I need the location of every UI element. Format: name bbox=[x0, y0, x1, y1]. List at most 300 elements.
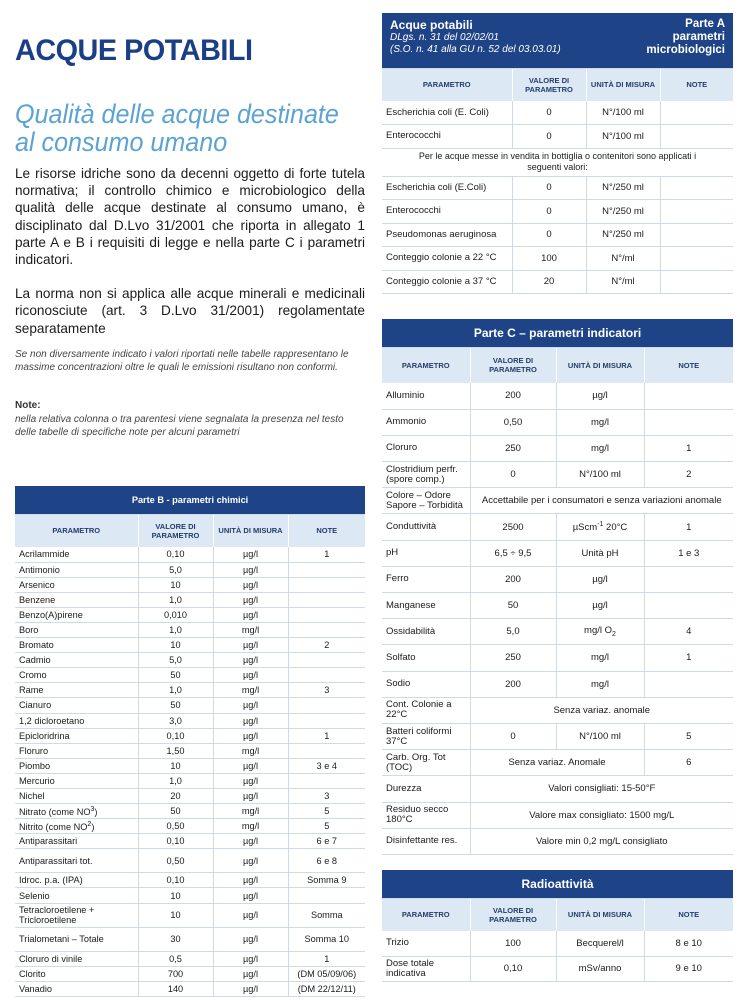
param-cell bbox=[15, 758, 138, 773]
unit-text: N°/250 ml bbox=[602, 205, 644, 217]
note-cell bbox=[660, 270, 733, 294]
note-cell bbox=[288, 743, 365, 758]
value-cell: 140 bbox=[138, 981, 213, 996]
table-row bbox=[15, 758, 365, 773]
value-cell: 2500 bbox=[470, 514, 556, 540]
param-cell bbox=[382, 931, 470, 956]
parte-a-title: Acque potabili bbox=[390, 18, 473, 32]
table-row bbox=[382, 383, 733, 409]
note-cell: 5 bbox=[288, 804, 365, 819]
note-cell: 5 bbox=[288, 819, 365, 834]
unit-cell bbox=[213, 981, 288, 996]
table-row bbox=[382, 619, 733, 645]
value-cell: 0,5 bbox=[138, 951, 213, 966]
param-cell bbox=[382, 593, 470, 619]
param-name: Escherichia coli (E.Coli) bbox=[386, 181, 487, 193]
value-cell: 20 bbox=[138, 789, 213, 804]
note-cell bbox=[288, 653, 365, 668]
unit-post: 20°C bbox=[603, 522, 628, 534]
unit-text: µg/l bbox=[243, 775, 258, 786]
col-header-valore: VALORE DI PARAMETRO bbox=[470, 347, 556, 383]
param-cell bbox=[15, 577, 138, 592]
value-cell: 1,0 bbox=[138, 773, 213, 788]
unit-text: N°/250 ml bbox=[602, 229, 644, 241]
value-cell: 0 bbox=[512, 200, 586, 224]
value-cell: 0,10 bbox=[138, 728, 213, 743]
table-row bbox=[15, 743, 365, 758]
note-cell: 1 bbox=[288, 951, 365, 966]
table-row bbox=[382, 270, 733, 294]
bottle-note: Per le acque messe in vendita in bottiglia o contenitori sono applicati i seguenti valori: bbox=[382, 148, 733, 176]
param-cell bbox=[15, 653, 138, 668]
parte-a-label-2: parametri bbox=[672, 31, 725, 43]
value-cell: 5,0 bbox=[470, 619, 556, 645]
param-cell bbox=[382, 383, 470, 409]
note-cell bbox=[288, 773, 365, 788]
param-cell bbox=[15, 873, 138, 888]
param-cell bbox=[15, 888, 138, 903]
unit-cell bbox=[213, 888, 288, 903]
col-header-valore: VALORE DI PARAMETRO bbox=[470, 898, 556, 931]
table-row bbox=[382, 101, 733, 125]
note-cell bbox=[288, 668, 365, 683]
unit-cell bbox=[213, 927, 288, 951]
param-cell bbox=[382, 956, 470, 981]
unit-cell bbox=[213, 903, 288, 927]
param-name: Disinfettante res. bbox=[386, 835, 458, 847]
table-row bbox=[382, 514, 733, 540]
value-cell: 0 bbox=[512, 176, 586, 200]
param-name: Nitrito (come NO bbox=[19, 822, 88, 833]
param-cell bbox=[382, 828, 470, 854]
param-cell bbox=[15, 773, 138, 788]
param-name: Sodio bbox=[386, 678, 411, 690]
unit-cell bbox=[556, 645, 644, 671]
unit-cell bbox=[213, 653, 288, 668]
note-cell: 6 bbox=[644, 750, 733, 776]
value-cell: 0 bbox=[512, 101, 586, 125]
value-cell: 0,10 bbox=[138, 547, 213, 562]
value-cell: 0,50 bbox=[470, 409, 556, 435]
unit-cell bbox=[556, 619, 644, 645]
table-row bbox=[382, 488, 733, 514]
param-cell bbox=[382, 101, 512, 125]
param-cell bbox=[382, 776, 470, 802]
parte-a-label-3: microbiologici bbox=[646, 44, 725, 56]
note-cell bbox=[644, 383, 733, 409]
param-cell bbox=[382, 566, 470, 592]
unit-text: µg/l bbox=[592, 573, 608, 585]
table-row bbox=[382, 956, 733, 981]
unit-cell bbox=[586, 223, 660, 247]
table-row bbox=[382, 223, 733, 247]
note-cell: Somma 10 bbox=[288, 927, 365, 951]
param-cell bbox=[15, 743, 138, 758]
unit-cell bbox=[213, 743, 288, 758]
value-cell: 250 bbox=[470, 435, 556, 461]
note-cell: 3 e 4 bbox=[288, 758, 365, 773]
table-row bbox=[382, 750, 733, 776]
unit-cell bbox=[586, 125, 660, 149]
unit-text: µg/l bbox=[243, 594, 258, 605]
param-sup: 3 bbox=[90, 806, 95, 814]
value-cell: 250 bbox=[470, 645, 556, 671]
table-row bbox=[15, 804, 365, 819]
note-cell bbox=[288, 562, 365, 577]
param-name: Solfato bbox=[386, 651, 416, 663]
unit-text: µg/l bbox=[243, 670, 258, 681]
param-name: Batteri coliformi 37°C bbox=[386, 725, 452, 747]
param-name: Acrilammide bbox=[19, 549, 70, 560]
param-cell bbox=[382, 697, 470, 723]
note-cell: 2 bbox=[644, 462, 733, 488]
param-name: Cianuro bbox=[19, 700, 52, 711]
param-name: 1,2 dicloroetano bbox=[19, 715, 85, 726]
unit-text: µg/l bbox=[243, 655, 258, 666]
note-cell bbox=[288, 622, 365, 637]
unit-cell bbox=[586, 101, 660, 125]
note-cell: (DM 22/12/11) bbox=[288, 981, 365, 996]
param-name: Alluminio bbox=[386, 389, 425, 401]
table-row bbox=[382, 200, 733, 224]
param-cell bbox=[15, 638, 138, 653]
value-cell: 0 bbox=[512, 125, 586, 149]
note-cell: 1 bbox=[644, 514, 733, 540]
value-cell: 0,50 bbox=[138, 819, 213, 834]
unit-text: µg/l bbox=[243, 875, 258, 886]
param-name: Pseudomonas aeruginosa bbox=[386, 228, 497, 240]
note-cell bbox=[288, 592, 365, 607]
unit-text: N°/100 ml bbox=[579, 469, 621, 481]
unit-cell bbox=[213, 547, 288, 562]
table-row bbox=[382, 645, 733, 671]
value-cell: 200 bbox=[470, 383, 556, 409]
unit-text: N°/ml bbox=[611, 276, 635, 288]
unit-cell bbox=[556, 593, 644, 619]
param-cell bbox=[15, 819, 138, 834]
unit-text: N°/100 ml bbox=[602, 107, 644, 118]
param-cell bbox=[15, 728, 138, 743]
table-row bbox=[15, 951, 365, 966]
col-header-valore: VALORE DI PARAMETRO bbox=[138, 514, 213, 547]
unit-cell bbox=[213, 819, 288, 834]
param-name: Antiparassitari tot. bbox=[19, 855, 93, 866]
param-cell bbox=[15, 668, 138, 683]
table-row bbox=[382, 125, 733, 149]
param-name: Piombo bbox=[19, 760, 51, 771]
note-cell: 1 bbox=[644, 435, 733, 461]
unit-cell bbox=[213, 951, 288, 966]
span-cell: Valore min 0,2 mg/L consigliato bbox=[470, 828, 733, 854]
table-row bbox=[15, 562, 365, 577]
table-row bbox=[15, 607, 365, 622]
table-radioattivita bbox=[382, 870, 733, 982]
unit-cell bbox=[213, 789, 288, 804]
table-row bbox=[15, 622, 365, 637]
note-cell bbox=[660, 176, 733, 200]
note-cell bbox=[660, 125, 733, 149]
note-cell: 3 bbox=[288, 789, 365, 804]
unit-text: N°/100 ml bbox=[602, 130, 644, 142]
col-header-unita: UNITÀ DI MISURA bbox=[556, 347, 644, 383]
param-cell bbox=[15, 981, 138, 996]
unit-text: µg/l bbox=[243, 700, 258, 711]
unit-cell bbox=[213, 773, 288, 788]
param-name: Cloruro bbox=[386, 442, 418, 454]
unit-cell bbox=[213, 683, 288, 698]
param-name: Trizio bbox=[386, 937, 409, 949]
unit-cell bbox=[213, 577, 288, 592]
value-cell: 1,0 bbox=[138, 683, 213, 698]
value-cell: 0,010 bbox=[138, 607, 213, 622]
value-cell: 10 bbox=[138, 903, 213, 927]
value-cell: 10 bbox=[138, 888, 213, 903]
unit-cell bbox=[556, 462, 644, 488]
table-row bbox=[15, 888, 365, 903]
param-cell bbox=[15, 966, 138, 981]
param-cell bbox=[382, 671, 470, 697]
span-cell: Senza variaz. Anomale bbox=[470, 750, 644, 776]
span-cell: Senza variaz. anomale bbox=[470, 697, 733, 723]
table-row bbox=[15, 683, 365, 698]
unit-cell bbox=[213, 849, 288, 873]
unit-text: mg/l bbox=[241, 625, 260, 636]
unit-text: mg/l bbox=[591, 678, 609, 690]
param-cell bbox=[15, 927, 138, 951]
param-cell bbox=[15, 547, 138, 562]
unit-text: µg/l bbox=[243, 968, 258, 979]
table-row bbox=[382, 435, 733, 461]
value-cell: 700 bbox=[138, 966, 213, 981]
note-cell: 3 bbox=[288, 683, 365, 698]
unit-text: µg/l bbox=[243, 934, 258, 945]
note-cell: (DM 05/09/06) bbox=[288, 966, 365, 981]
value-cell: 10 bbox=[138, 758, 213, 773]
col-header-parametro: PARAMETRO bbox=[15, 514, 138, 547]
table-row bbox=[382, 828, 733, 854]
value-cell: 30 bbox=[138, 927, 213, 951]
table-row bbox=[15, 789, 365, 804]
table-row bbox=[15, 653, 365, 668]
note-cell: 5 bbox=[644, 723, 733, 749]
note-cell bbox=[644, 671, 733, 697]
intro-text bbox=[15, 165, 365, 354]
value-cell: 50 bbox=[138, 804, 213, 819]
table-row bbox=[15, 592, 365, 607]
unit-text: N°/ml bbox=[611, 252, 635, 264]
value-cell: 200 bbox=[470, 566, 556, 592]
param-cell bbox=[15, 903, 138, 927]
value-cell: 3,0 bbox=[138, 713, 213, 728]
param-name: Vanadio bbox=[19, 983, 53, 994]
unit-text: mg/l bbox=[241, 745, 260, 756]
unit-cell bbox=[556, 566, 644, 592]
table-row bbox=[15, 728, 365, 743]
parte-a-ref-1: DLgs. n. 31 del 02/02/01 bbox=[390, 32, 499, 43]
unit-text: mg/l bbox=[241, 806, 260, 817]
unit-text: mg/l bbox=[241, 821, 260, 832]
unit-cell bbox=[556, 435, 644, 461]
unit-text: mSv/anno bbox=[578, 963, 622, 974]
table-row bbox=[15, 577, 365, 592]
table-row bbox=[382, 593, 733, 619]
table-row bbox=[15, 698, 365, 713]
unit-text: µg/l bbox=[243, 983, 258, 994]
note-cell bbox=[288, 577, 365, 592]
param-name: Residuo secco 180°C bbox=[386, 804, 449, 826]
col-header-valore: VALORE DI PARAMETRO bbox=[512, 68, 586, 101]
table-row bbox=[382, 247, 733, 271]
value-cell: 0 bbox=[512, 223, 586, 247]
table-parte-a bbox=[382, 13, 733, 294]
unit-cell bbox=[556, 723, 644, 749]
param-cell bbox=[382, 176, 512, 200]
unit-sup: -1 bbox=[597, 520, 604, 528]
param-cell bbox=[382, 802, 470, 828]
param-name: Mercurio bbox=[19, 775, 55, 786]
col-header-note: NOTE bbox=[660, 68, 733, 101]
value-cell: 0,10 bbox=[470, 956, 556, 981]
unit-cell bbox=[556, 956, 644, 981]
unit-cell bbox=[213, 713, 288, 728]
table-row bbox=[15, 927, 365, 951]
intro-paragraph-2: La norma non si applica alle acque minerali e medicinali riconosciute (art. 3 D.Lvo 31/2001) regolamentate separatamente bbox=[15, 286, 365, 336]
concentration-note: Se non diversamente indicato i valori riportati nelle tabelle rappresentano le massime concentrazioni oltre le quali le emissioni risultano non conformi. bbox=[15, 349, 349, 373]
unit-cell bbox=[556, 409, 644, 435]
span-cell: Valori consigliati: 15-50°F bbox=[470, 776, 733, 802]
param-name: Dose totale indicativa bbox=[386, 957, 435, 979]
param-cell bbox=[15, 562, 138, 577]
table-parte-c bbox=[382, 319, 733, 855]
param-name: Epicloridrina bbox=[19, 730, 70, 741]
unit-text: Becquerel/l bbox=[576, 937, 624, 949]
unit-cell bbox=[213, 873, 288, 888]
unit-cell bbox=[586, 270, 660, 294]
col-header-parametro: PARAMETRO bbox=[382, 68, 512, 101]
param-name: Arsenico bbox=[19, 579, 55, 590]
param-cell bbox=[15, 789, 138, 804]
param-cell bbox=[382, 200, 512, 224]
table-row bbox=[382, 723, 733, 749]
note-cell: 1 bbox=[288, 728, 365, 743]
unit-text: µg/l bbox=[243, 836, 258, 847]
unit-text: mg/l bbox=[591, 416, 609, 428]
param-name: Ferro bbox=[386, 573, 409, 585]
param-name: Cadmio bbox=[19, 655, 51, 666]
note-cell bbox=[644, 409, 733, 435]
col-header-parametro: PARAMETRO bbox=[382, 347, 470, 383]
table-row bbox=[15, 834, 365, 849]
param-cell bbox=[15, 849, 138, 873]
param-cell bbox=[382, 223, 512, 247]
unit-text: µg/l bbox=[243, 715, 258, 726]
unit-cell bbox=[556, 931, 644, 956]
unit-text: µg/l bbox=[243, 953, 258, 964]
unit-cell bbox=[213, 638, 288, 653]
unit-text: µg/l bbox=[243, 760, 258, 771]
value-cell: 0 bbox=[470, 723, 556, 749]
unit-cell bbox=[213, 562, 288, 577]
note-heading: Note: bbox=[15, 400, 41, 411]
unit-cell bbox=[213, 834, 288, 849]
param-cell bbox=[15, 804, 138, 819]
table-row bbox=[382, 697, 733, 723]
param-cell bbox=[15, 683, 138, 698]
table-title bbox=[382, 13, 733, 68]
unit-cell bbox=[213, 592, 288, 607]
note-cell bbox=[644, 566, 733, 592]
param-name: pH bbox=[386, 547, 399, 559]
param-name: Benzo(A)pirene bbox=[19, 609, 83, 620]
value-cell: 50 bbox=[138, 698, 213, 713]
unit-cell bbox=[213, 966, 288, 981]
unit-text: mg/l bbox=[241, 685, 260, 696]
note-cell bbox=[644, 593, 733, 619]
table-row bbox=[382, 462, 733, 488]
unit-text: µg/l bbox=[243, 549, 258, 560]
unit-cell bbox=[586, 247, 660, 271]
col-header-note: NOTE bbox=[288, 514, 365, 547]
note-cell bbox=[660, 101, 733, 125]
table-row bbox=[15, 873, 365, 888]
col-header-note: NOTE bbox=[644, 898, 733, 931]
value-cell: 6,5 ÷ 9,5 bbox=[470, 540, 556, 566]
note-cell: 9 e 10 bbox=[644, 956, 733, 981]
table-row bbox=[15, 638, 365, 653]
table-row bbox=[382, 409, 733, 435]
table-title: Radioattività bbox=[382, 870, 733, 898]
note-cell: 6 e 8 bbox=[288, 849, 365, 873]
param-cell bbox=[382, 409, 470, 435]
unit-text: µg/l bbox=[243, 579, 258, 590]
unit-sub: 2 bbox=[612, 631, 616, 639]
table-row bbox=[15, 668, 365, 683]
note-cell bbox=[288, 607, 365, 622]
param-name: Idroc. p.a. (IPA) bbox=[19, 875, 83, 886]
table-row bbox=[382, 540, 733, 566]
value-cell: 10 bbox=[138, 577, 213, 592]
param-cell bbox=[382, 247, 512, 271]
param-name: Antimonio bbox=[19, 564, 60, 575]
page-title: ACQUE POTABILI bbox=[15, 34, 253, 67]
table-title: Parte B - parametri chimici bbox=[15, 486, 365, 514]
note-cell: 2 bbox=[288, 638, 365, 653]
param-name: Durezza bbox=[386, 782, 422, 794]
unit-cell bbox=[556, 514, 644, 540]
value-cell: 50 bbox=[470, 593, 556, 619]
span-cell: Accettabile per i consumatori e senza variazioni anomale bbox=[470, 488, 733, 514]
param-name: Escherichia coli (E. Coli) bbox=[386, 106, 489, 118]
param-name: Nitrato (come NO bbox=[19, 807, 91, 818]
col-header-note: NOTE bbox=[644, 347, 733, 383]
unit-text: µg/l bbox=[243, 730, 258, 741]
unit-text: µg/l bbox=[243, 564, 258, 575]
unit-cell bbox=[213, 804, 288, 819]
param-cell bbox=[15, 834, 138, 849]
col-header-unita: UNITÀ DI MISURA bbox=[586, 68, 660, 101]
unit-text: mg/l bbox=[591, 442, 609, 454]
param-name: Floruro bbox=[19, 745, 49, 756]
value-cell: 1,0 bbox=[138, 592, 213, 607]
unit-text: Unità pH bbox=[581, 547, 619, 559]
table-row bbox=[15, 903, 365, 927]
unit-cell bbox=[586, 200, 660, 224]
param-name: Enterococchi bbox=[386, 205, 441, 217]
unit-cell bbox=[213, 728, 288, 743]
param-sup: 2 bbox=[87, 821, 92, 829]
param-cell bbox=[382, 619, 470, 645]
param-end: ) bbox=[91, 822, 95, 833]
